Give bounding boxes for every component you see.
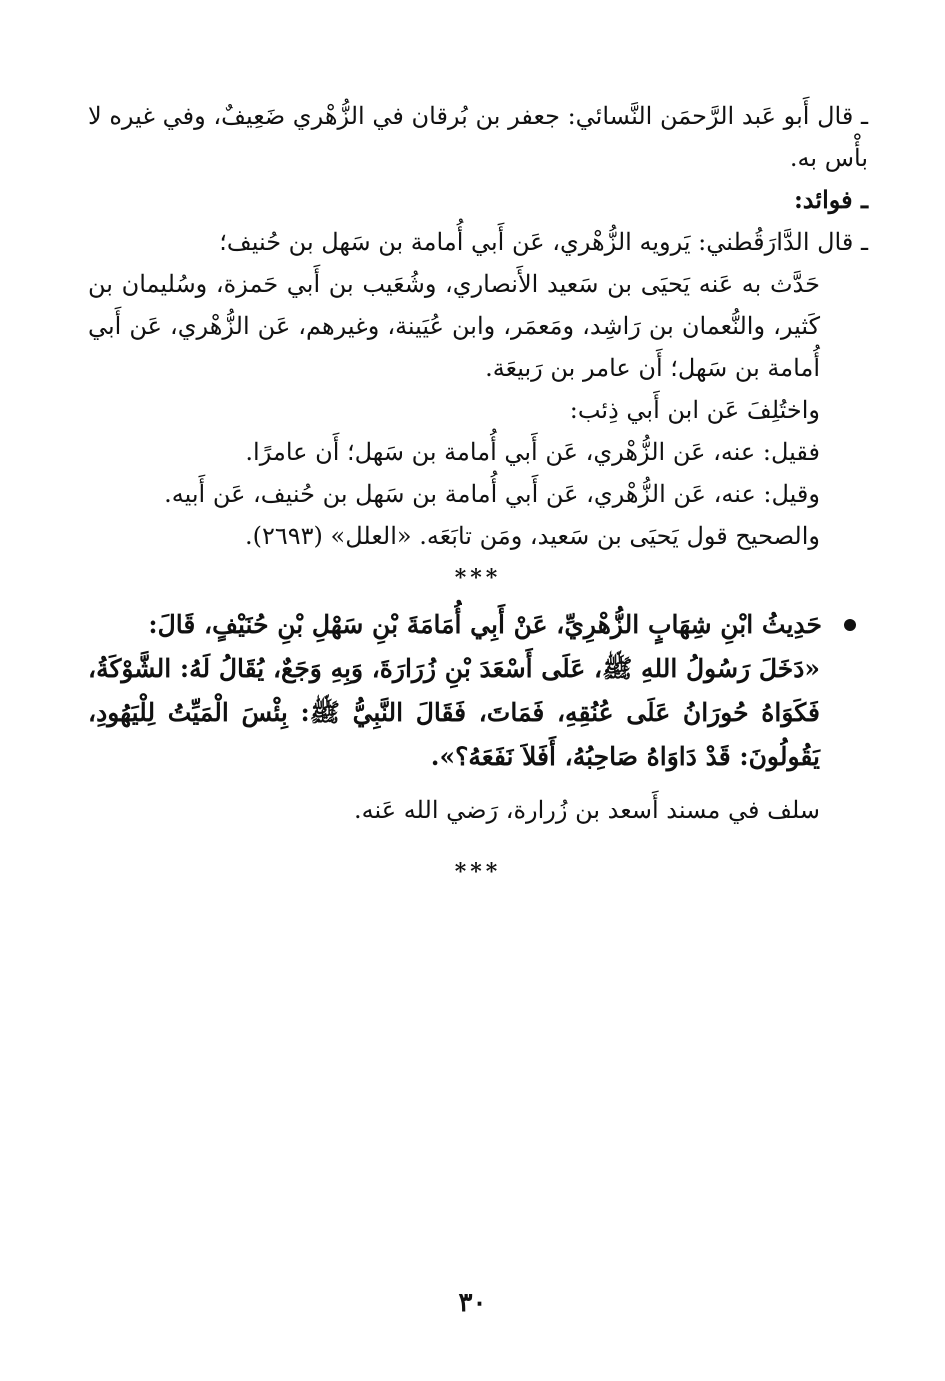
hadith-note: سلف في مسند أَسعد بن زُرارة، رَضي الله عَنه.	[354, 796, 820, 824]
page-body	[88, 95, 868, 897]
hadith-heading	[88, 603, 868, 647]
hadith-text: «دَخَلَ رَسُولُ اللهِ ﷺ، عَلَى أَسْعَدَ بْنِ زُرَارَةَ، وَبِهِ وَجَعٌ، يُقَالُ لَهُ: الشَّوْكَةُ، فَكَوَاهُ حُورَانُ عَلَى عُنُقِهِ، فَمَاتَ، فَقَالَ النَّبِيُّ ﷺ: بِئْسَ الْمَيِّتُ لِلْيَهُودِ، يَقُولُونَ: قَدْ دَاوَاهُ صَاحِبُهُ، أَفَلاَ نَفَعَهُ؟».	[88, 654, 820, 771]
haddath-paragraph: حَدَّث به عَنه يَحيَى بن سَعيد الأَنصاري، وشُعَيب بن أَبي حَمزة، وسُليمان بن كَثير، والنُّعمان بن رَاشِد، ومَعمَر، وابن عُيَينة، وغيرهم، عَن الزُّهْري، عَن أَبي أُمامة بن سَهل؛ أَن عامر بن رَبيعَة.	[88, 270, 820, 382]
fawaid-heading: ـ فوائد:	[793, 185, 868, 214]
page-number: ٣٠	[458, 1288, 487, 1318]
section-separator-end: ***	[454, 859, 502, 885]
daraqutni-paragraph: ـ قال الدَّارَقُطني: يَرويه الزُّهْري، عَن أَبي أُمامة بن سَهل بن حُنيف؛	[219, 228, 868, 256]
qil-second-paragraph: وقيل: عنه، عَن الزُّهْري، عَن أَبي أُمامة بن سَهل بن حُنيف، عَن أَبيه.	[164, 480, 820, 508]
sahih-paragraph: والصحيح قول يَحيَى بن سَعيد، ومَن تابَعَه. «العلل» (٢٦٩٣).	[244, 522, 820, 550]
hadith-heading-text: حَدِيثُ ابْنِ شِهَابٍ الزُّهْرِيِّ، عَنْ أَبِي أُمَامَةَ بْنِ سَهْلِ بْنِ حُنَيْفٍ، قَالَ:	[148, 610, 822, 639]
ikhtulif-paragraph: واختُلِفَ عَن ابن أَبي ذِئب:	[569, 396, 820, 424]
section-separator: ***	[454, 565, 502, 591]
nasai-paragraph: ـ قال أَبو عَبد الرَّحمَن النَّسائي: جعفر بن بُرقان في الزُّهْري ضَعِيفٌ، وفي غيره لا بأْس به.	[88, 102, 868, 172]
bullet-icon	[844, 619, 856, 631]
qil-first-paragraph: فقيل: عنه، عَن الزُّهْري، عَن أَبي أُمامة بن سَهل؛ أَن عامرًا.	[245, 438, 820, 466]
